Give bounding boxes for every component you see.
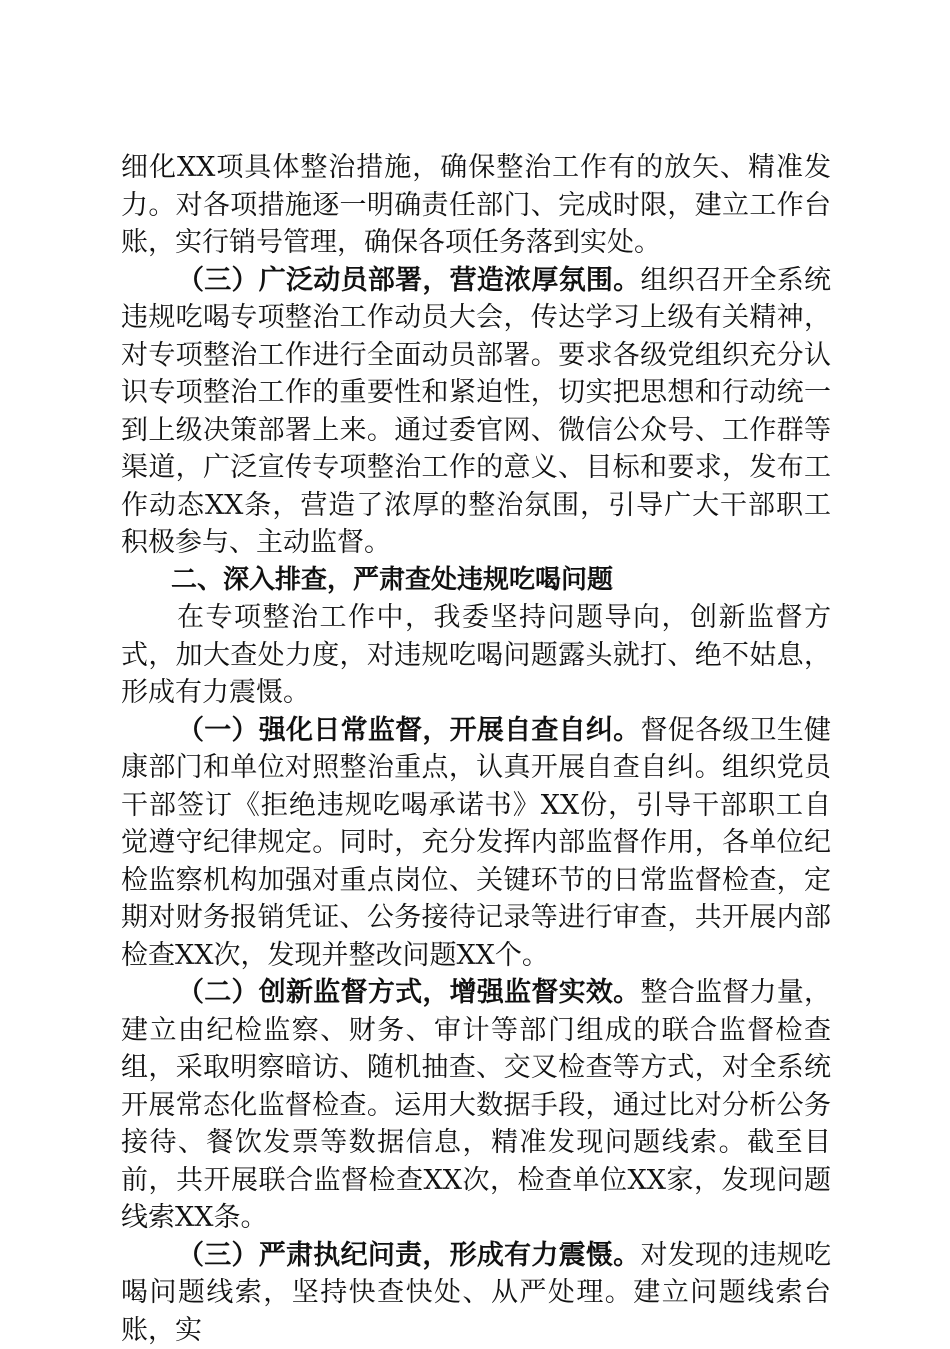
paragraph-section-intro xyxy=(121,599,831,712)
paragraph-text: 在专项整治工作中，我委坚持问题导向，创新监督方式，加大查处力度，对违规吃喝问题露头就打、绝不姑息，形成有力震慑。 xyxy=(121,602,831,708)
paragraph-daily-supervision xyxy=(121,712,831,975)
paragraph-text: 督促各级卫生健康部门和单位对照整治重点，认真开展自查自纠。组织党员干部签订《拒绝违规吃喝承诺书》XX份，引导干部职工自觉遵守纪律规定。同时，充分发挥内部监督作用，各单位纪检监察机构加强对重点岗位、关键环节的日常监督检查，定期对财务报销凭证、公务接待记录等进行审查，共开展内部检查XX次，发现并整改问题XX个。 xyxy=(121,715,831,971)
paragraph-measures xyxy=(121,149,831,262)
paragraph-text: 对发现的违规吃喝问题线索，坚持快查快处、从严处理。建立问题线索台账，实 xyxy=(121,1240,831,1346)
section-heading: 二、深入排查，严肃查处违规吃喝问题 xyxy=(121,562,831,600)
paragraph-accountability xyxy=(121,1237,831,1349)
subsection-heading: （二）创新监督方式，增强监督实效。 xyxy=(177,977,640,1008)
paragraph-mobilization xyxy=(121,262,831,562)
subsection-heading: （三）严肃执纪问责，形成有力震慑。 xyxy=(177,1240,640,1271)
paragraph-text: 组织召开全系统违规吃喝专项整治工作动员大会，传达学习上级有关精神，对专项整治工作进行全面动员部署。要求各级党组织充分认识专项整治工作的重要性和紧迫性，切实把思想和行动统一到上级决策部署上来。通过委官网、微信公众号、工作群等渠道，广泛宣传专项整治工作的意义、目标和要求，发布工作动态XX条，营造了浓厚的整治氛围，引导广大干部职工积极参与、主动监督。 xyxy=(121,265,831,559)
paragraph-text: 细化XX项具体整治措施，确保整治工作有的放矢、精准发力。对各项措施逐一明确责任部门、完成时限，建立工作台账，实行销号管理，确保各项任务落到实处。 xyxy=(121,152,831,258)
subsection-heading: （三）广泛动员部署，营造浓厚氛围。 xyxy=(177,265,640,296)
paragraph-text: 整合监督力量，建立由纪检监察、财务、审计等部门组成的联合监督检查组，采取明察暗访、随机抽查、交叉检查等方式，对全系统开展常态化监督检查。运用大数据手段，通过比对分析公务接待、餐饮发票等数据信息，精准发现问题线索。截至目前，共开展联合监督检查XX次，检查单位XX家，发现问题线索XX条。 xyxy=(121,977,831,1233)
document-page xyxy=(121,149,831,1349)
subsection-heading: （一）强化日常监督，开展自查自纠。 xyxy=(177,715,640,746)
paragraph-innovative-supervision xyxy=(121,974,831,1237)
